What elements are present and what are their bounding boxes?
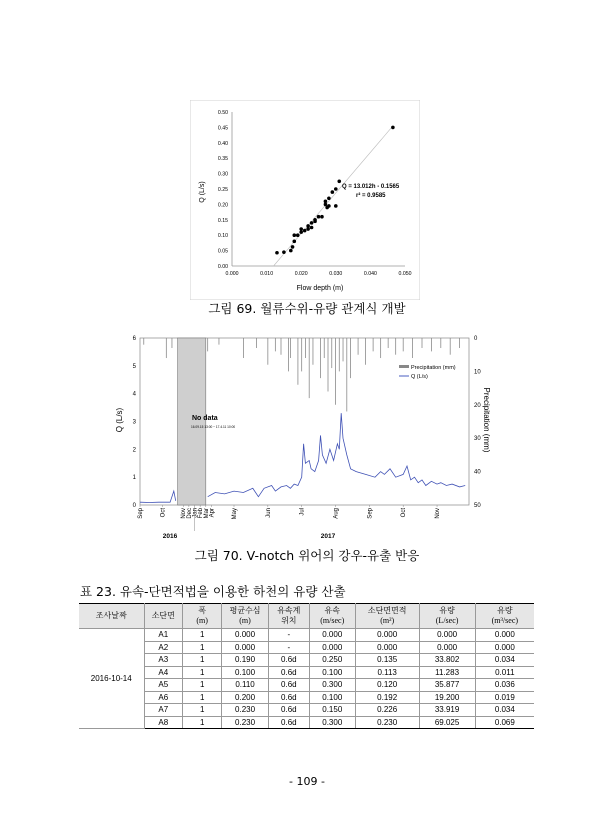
column-header: 조사날짜	[79, 604, 144, 629]
table-header-row	[79, 604, 534, 629]
x-tick-label: Sep	[367, 508, 374, 519]
table-cell: 0.036	[475, 679, 534, 692]
table-cell: 0.019	[475, 691, 534, 704]
table-cell: 1	[183, 691, 222, 704]
survey-date-cell: 2016-10-14	[79, 629, 144, 729]
table-row	[79, 716, 534, 729]
figure-70-caption: 그림 70. V-notch 위어의 강우-유출 반응	[194, 548, 420, 563]
table-cell: 0.300	[309, 716, 355, 729]
x-tick-label: Nov	[181, 508, 188, 519]
table-row	[79, 654, 534, 667]
x-tick-label: 0.010	[260, 271, 274, 277]
table-cell: 0.000	[419, 641, 475, 654]
y-tick-label: 0.25	[217, 187, 228, 193]
y2-tick-label: 10	[474, 369, 481, 376]
x-tick-label: Sep	[138, 508, 144, 519]
table-cell: 0.150	[309, 704, 355, 717]
table-cell: 1	[183, 666, 222, 679]
no-data-label: No data	[192, 415, 218, 422]
table-cell: A4	[144, 666, 183, 679]
x-tick-label: Aug	[333, 508, 340, 519]
column-header: 유속계 위치	[268, 604, 309, 629]
table-23-title: 표 23. 유속-단면적법을 이용한 하천의 유량 산출	[80, 584, 346, 599]
table-row	[79, 679, 534, 692]
x-tick-label: Oct	[401, 508, 408, 518]
table-cell: 0.230	[222, 704, 269, 717]
x-tick-label: Apr	[209, 508, 216, 518]
data-point	[337, 180, 341, 184]
data-point	[327, 204, 331, 208]
table-cell: 0.000	[419, 629, 475, 642]
table-cell: 0.6d	[268, 691, 309, 704]
table-cell: 0.000	[222, 641, 269, 654]
table-cell: 0.000	[355, 641, 419, 654]
table-cell: 0.000	[309, 641, 355, 654]
table-cell: 0.230	[355, 716, 419, 729]
column-header: 유량 (m³/sec)	[475, 604, 534, 629]
data-point	[292, 240, 296, 244]
data-point	[334, 204, 338, 208]
y-tick-label: 0.30	[217, 171, 228, 178]
table-cell: 1	[183, 641, 222, 654]
column-header: 폭 (m)	[183, 604, 222, 629]
table-cell: 0.000	[222, 629, 269, 642]
table-cell: 0.6d	[268, 679, 309, 692]
x-tick-label: 0.030	[329, 271, 343, 277]
y-tick-label: 0.20	[217, 202, 228, 209]
table-cell: 0.226	[355, 704, 419, 717]
column-header: 평균수심 (m)	[222, 604, 269, 629]
table-cell: 0.100	[222, 666, 269, 679]
trend-r2: r² = 0.9585	[356, 193, 386, 199]
x-tick-label: Mar	[203, 508, 210, 519]
table-cell: 0.135	[355, 654, 419, 667]
y2-axis-label: Precipitation (mm)	[482, 387, 491, 453]
table-cell: 1	[183, 679, 222, 692]
data-point	[289, 249, 293, 253]
data-point	[334, 187, 338, 191]
table-cell: 11.283	[419, 666, 475, 679]
data-point	[291, 245, 295, 249]
table-row	[79, 691, 534, 704]
table-cell: 69.025	[419, 716, 475, 729]
data-point	[299, 227, 303, 231]
y-tick-label: 6	[132, 336, 136, 342]
table-cell: 33.919	[419, 704, 475, 717]
table-cell: 19.200	[419, 691, 475, 704]
table-cell: 1	[183, 716, 222, 729]
y2-tick-label: 0	[474, 336, 478, 342]
y-tick-label: 1	[132, 475, 136, 482]
y2-tick-label: 30	[474, 436, 481, 443]
y2-tick-label: 20	[474, 402, 481, 409]
legend-q-label: Q (L/s)	[411, 374, 428, 380]
x-tick-label: Jun	[265, 508, 272, 518]
table-cell: 1	[183, 629, 222, 642]
x-tick-label: May	[232, 508, 238, 520]
table-cell: A1	[144, 629, 183, 642]
table-cell: 0.110	[222, 679, 269, 692]
data-point	[391, 126, 395, 130]
data-point	[310, 226, 314, 230]
table-cell: 0.000	[309, 629, 355, 642]
x-tick-label: 0.000	[225, 271, 239, 277]
table-cell: 1	[183, 704, 222, 717]
x-tick-label: 0.040	[363, 271, 377, 277]
x-tick-label: Jan	[192, 508, 199, 518]
table-cell: 0.192	[355, 691, 419, 704]
table-cell: 33.802	[419, 654, 475, 667]
table-cell: 0.120	[355, 679, 419, 692]
y-tick-label: 0.05	[217, 248, 228, 255]
y-axis-label: Q (L/s)	[199, 181, 206, 203]
year-label-2017: 2017	[320, 533, 336, 540]
table-cell: 0.113	[355, 666, 419, 679]
y2-tick-label: 50	[474, 503, 481, 509]
data-point	[331, 190, 335, 194]
table-cell: 0.6d	[268, 716, 309, 729]
column-header: 유속 (m/sec)	[309, 604, 355, 629]
table-cell: A3	[144, 654, 183, 667]
data-point	[313, 220, 317, 224]
table-cell: 0.250	[309, 654, 355, 667]
table-cell: 0.300	[309, 679, 355, 692]
table-cell: 1	[183, 654, 222, 667]
y-tick-label: 0.35	[217, 156, 228, 163]
data-point	[310, 221, 314, 225]
y-tick-label: 4	[132, 391, 136, 398]
table-row	[79, 641, 534, 654]
x-tick-label: 0.020	[294, 271, 308, 277]
y-tick-label: 0.10	[217, 233, 228, 240]
table-cell: 0.034	[475, 704, 534, 717]
y2-tick-label: 40	[474, 469, 481, 476]
table-cell: 0.6d	[268, 666, 309, 679]
table-cell: A2	[144, 641, 183, 654]
y-tick-label: 5	[132, 363, 136, 370]
table-cell: 0.000	[355, 629, 419, 642]
page-number: - 109 -	[289, 775, 325, 788]
table-row	[79, 666, 534, 679]
no-data-note: 16.09.15 13:00 ~ 17.4.11 10:00	[191, 425, 236, 429]
data-point	[292, 233, 296, 237]
y-axis-label: Q (L/s)	[115, 407, 124, 433]
year-label-2016: 2016	[162, 533, 178, 540]
table-cell: A5	[144, 679, 183, 692]
y-tick-label: 3	[132, 419, 136, 426]
table-cell: 0.000	[475, 629, 534, 642]
table-cell: A6	[144, 691, 183, 704]
y-tick-label: 0.00	[217, 264, 228, 270]
column-header: 소단면면적 (m²)	[355, 604, 419, 629]
y-tick-label: 0.40	[217, 140, 228, 147]
figure-69-caption: 그림 69. 월류수위-유량 관계식 개발	[208, 301, 406, 316]
table-cell: 0.011	[475, 666, 534, 679]
data-point	[324, 203, 328, 207]
data-point	[320, 215, 324, 219]
flow-table	[79, 603, 534, 729]
data-point	[299, 230, 303, 234]
x-axis-label: Flow depth (m)	[296, 285, 344, 292]
x-tick-label: Feb	[198, 508, 205, 519]
table-cell: 0.100	[309, 691, 355, 704]
table-row	[79, 629, 534, 642]
x-tick-label: Oct	[160, 508, 167, 518]
table-cell: -	[268, 641, 309, 654]
rainfall-runoff-chart	[112, 332, 494, 546]
column-header: 유량 (L/sec)	[419, 604, 475, 629]
y-tick-label: 0.50	[217, 110, 228, 116]
table-cell: 0.034	[475, 654, 534, 667]
table-cell: 0.100	[309, 666, 355, 679]
y-tick-label: 2	[132, 447, 136, 454]
scatter-chart	[190, 100, 420, 300]
data-point	[317, 215, 321, 219]
data-point	[303, 229, 307, 233]
data-point	[282, 250, 286, 254]
data-point	[296, 233, 300, 237]
table-cell: -	[268, 629, 309, 642]
legend-precip-label: Precipitation (mm)	[411, 365, 456, 371]
x-tick-label: 0.050	[398, 271, 412, 277]
table-cell: 35.877	[419, 679, 475, 692]
table-cell: 0.230	[222, 716, 269, 729]
data-point	[306, 224, 310, 228]
x-tick-label: Dec	[186, 508, 193, 519]
legend-precip-swatch	[399, 365, 409, 368]
table-cell: 0.200	[222, 691, 269, 704]
data-point	[324, 200, 328, 204]
data-point	[327, 196, 331, 200]
data-point	[275, 251, 279, 255]
data-point	[306, 227, 310, 231]
y-tick-label: 0.45	[217, 125, 228, 132]
table-cell: A8	[144, 716, 183, 729]
table-cell: 0.6d	[268, 654, 309, 667]
table-cell: 0.000	[475, 641, 534, 654]
y-tick-label: 0.15	[217, 217, 228, 224]
table-cell: 0.6d	[268, 704, 309, 717]
trend-equation: Q = 13.012h - 0.1565	[342, 184, 400, 190]
x-tick-label: Jul	[299, 508, 306, 516]
table-cell: A7	[144, 704, 183, 717]
table-cell: 0.190	[222, 654, 269, 667]
column-header: 소단면	[144, 604, 183, 629]
x-tick-label: Nov	[435, 508, 442, 519]
y-tick-label: 0	[132, 503, 136, 509]
table-cell: 0.069	[475, 716, 534, 729]
table-row	[79, 704, 534, 717]
